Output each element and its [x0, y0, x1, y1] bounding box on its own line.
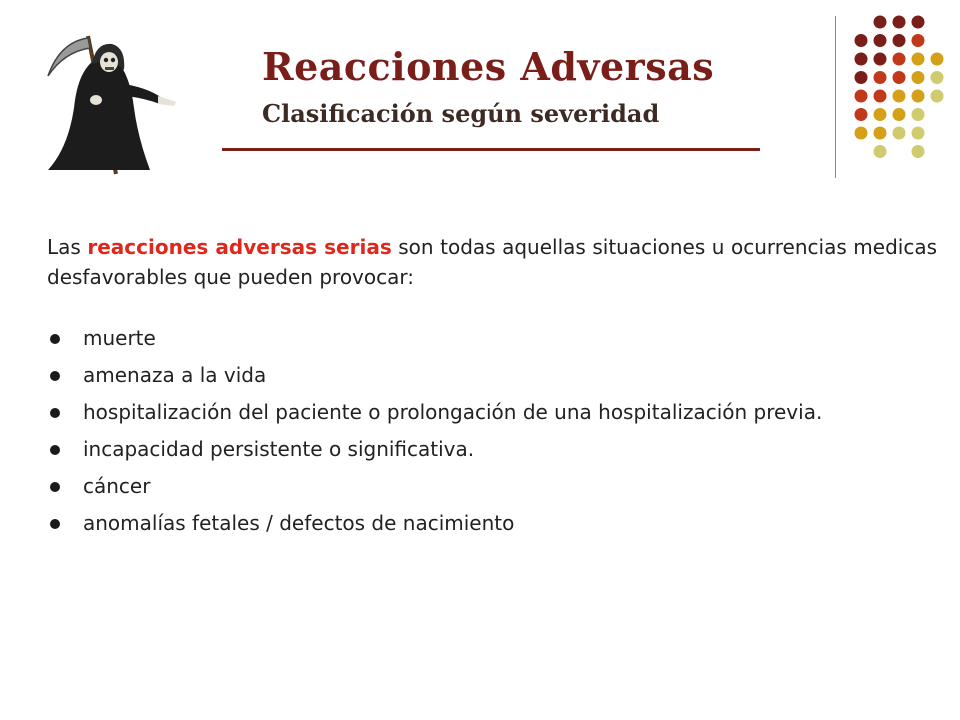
decorative-dot: [912, 34, 925, 47]
bullet-icon: [50, 334, 60, 344]
decorative-dot: [874, 16, 887, 29]
list-item-text: muerte: [83, 326, 156, 350]
intro-paragraph: [47, 232, 937, 292]
bullet-icon: [50, 408, 60, 418]
intro-highlight: reacciones adversas serias: [87, 235, 392, 259]
decorative-dot: [855, 71, 868, 84]
decorative-dot: [855, 90, 868, 103]
decorative-dot: [874, 34, 887, 47]
intro-rest: son todas aquellas situaciones u ocurrencias medicas desfavorables que pueden provocar:: [47, 235, 938, 289]
bullet-icon: [50, 482, 60, 492]
title-divider: [222, 148, 760, 151]
decorative-dot: [912, 71, 925, 84]
bullet-icon: [50, 371, 60, 381]
decorative-dot: [893, 90, 906, 103]
decorative-dot-grid: [840, 8, 960, 168]
decorative-dot: [893, 108, 906, 121]
grim-reaper-icon: [30, 28, 180, 178]
list-item: [47, 323, 937, 353]
list-item-text: anomalías fetales / defectos de nacimiento: [83, 511, 515, 535]
decorative-dot: [931, 90, 944, 103]
decorative-dot: [874, 53, 887, 66]
decorative-dot: [893, 16, 906, 29]
decorative-dot: [931, 71, 944, 84]
decorative-dot: [855, 34, 868, 47]
vertical-divider: [835, 16, 836, 178]
list-item-text: incapacidad persistente o significativa.: [83, 437, 475, 461]
decorative-dot: [874, 71, 887, 84]
decorative-dot: [893, 127, 906, 140]
list-item-text: hospitalización del paciente o prolongación de una hospitalización previa.: [83, 400, 823, 424]
list-item: [47, 508, 937, 538]
decorative-dot: [893, 34, 906, 47]
list-item: [47, 471, 937, 501]
list-item-text: cáncer: [83, 474, 151, 498]
decorative-dot: [912, 16, 925, 29]
page-subtitle: Clasificación según severidad: [262, 99, 660, 128]
bullet-icon: [50, 519, 60, 529]
decorative-dot: [855, 127, 868, 140]
decorative-dot: [855, 53, 868, 66]
decorative-dot: [893, 53, 906, 66]
bullet-icon: [50, 445, 60, 455]
consequence-list: [47, 323, 937, 545]
decorative-dot: [893, 71, 906, 84]
list-item: [47, 434, 937, 464]
decorative-dot: [874, 108, 887, 121]
decorative-dot: [912, 145, 925, 158]
decorative-dot: [931, 53, 944, 66]
list-item-text: amenaza a la vida: [83, 363, 267, 387]
decorative-dot: [874, 145, 887, 158]
decorative-dot: [912, 108, 925, 121]
page-title: Reacciones Adversas: [262, 44, 715, 89]
list-item: [47, 360, 937, 390]
intro-lead: Las: [47, 235, 81, 259]
list-item: [47, 397, 937, 427]
decorative-dot: [912, 90, 925, 103]
decorative-dot: [855, 108, 868, 121]
decorative-dot: [912, 53, 925, 66]
decorative-dot: [874, 127, 887, 140]
decorative-dot: [912, 127, 925, 140]
decorative-dot: [874, 90, 887, 103]
